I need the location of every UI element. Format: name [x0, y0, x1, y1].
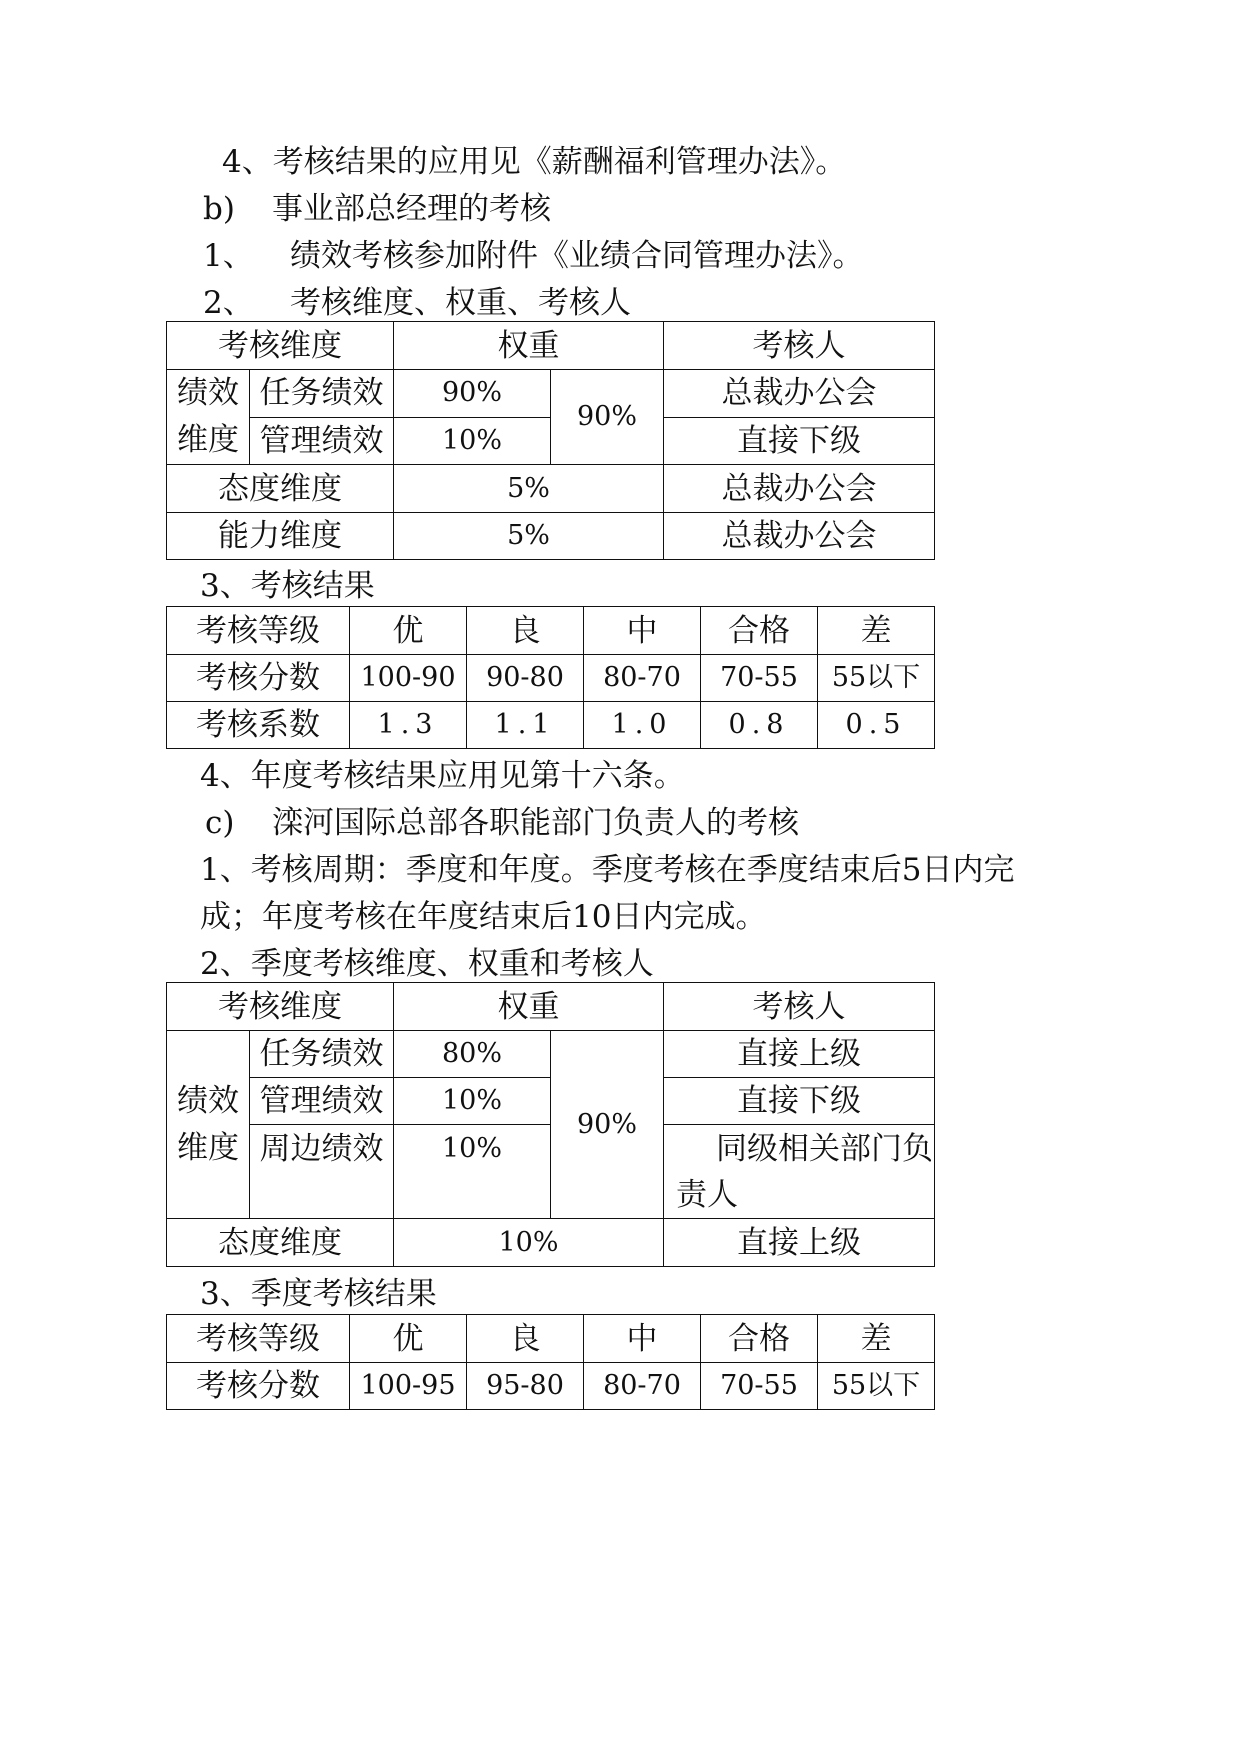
table-cell: 考核等级	[167, 1315, 350, 1363]
subsection-title: 事业部总经理的考核	[272, 191, 551, 227]
header-assessor: 考核人	[664, 983, 935, 1031]
header-assessor: 考核人	[664, 322, 935, 370]
subsection-letter: b)	[203, 191, 235, 227]
quarterly-dimension-table	[166, 982, 935, 1267]
table-cell: 1.1	[467, 702, 584, 749]
table-cell: 70-55	[701, 655, 818, 702]
assessment-result-table	[166, 606, 935, 749]
table-cell: 80-70	[584, 1363, 701, 1410]
task-performance: 任务绩效	[250, 370, 394, 418]
table-cell: 中	[584, 607, 701, 655]
quarterly-result-table	[166, 1314, 935, 1410]
text-line: 3、季度考核结果	[200, 1276, 437, 1312]
text-line: 3、考核结果	[200, 568, 375, 604]
management-weight: 10%	[394, 1078, 551, 1125]
subsection-title: 滦河国际总部各职能部门负责人的考核	[272, 805, 799, 841]
task-assessor: 总裁办公会	[664, 370, 935, 418]
management-performance: 管理绩效	[250, 1078, 394, 1125]
item-number: 2、	[203, 285, 254, 321]
table-cell: 良	[467, 607, 584, 655]
text-line: 4、年度考核结果应用见第十六条。	[200, 758, 685, 794]
table-cell: 考核分数	[167, 655, 350, 702]
table-cell: 优	[350, 1315, 467, 1363]
table-cell: 90-80	[467, 655, 584, 702]
perf-dimension-group	[167, 1031, 250, 1219]
table-cell: 中	[584, 1315, 701, 1363]
text-line: 成；年度考核在年度结束后10日内完成。	[200, 899, 767, 935]
header-dimension: 考核维度	[167, 983, 394, 1031]
header-weight: 权重	[394, 322, 664, 370]
table-cell: 80-70	[584, 655, 701, 702]
perf-total-weight: 90%	[551, 370, 664, 465]
table-cell: 1.0	[584, 702, 701, 749]
text-line: 考核维度、权重、考核人	[290, 285, 631, 321]
perf-total-weight: 90%	[551, 1031, 664, 1219]
peripheral-performance: 周边绩效	[250, 1125, 394, 1219]
task-assessor: 直接上级	[664, 1031, 935, 1078]
task-weight: 90%	[394, 370, 551, 418]
attitude-dimension: 态度维度	[167, 1219, 394, 1267]
table-cell: 良	[467, 1315, 584, 1363]
item-number: 1、	[203, 238, 254, 274]
table-cell: 合格	[701, 607, 818, 655]
management-weight: 10%	[394, 417, 551, 465]
text-line: 2、季度考核维度、权重和考核人	[200, 946, 654, 982]
attitude-weight: 5%	[394, 465, 664, 513]
ability-weight: 5%	[394, 513, 664, 560]
ability-assessor: 总裁办公会	[664, 513, 935, 560]
perf-group-label: 绩效维度	[177, 375, 239, 458]
table-cell: 55以下	[818, 655, 935, 702]
attitude-dimension: 态度维度	[167, 465, 394, 513]
table-cell: 0.8	[701, 702, 818, 749]
header-weight: 权重	[394, 983, 664, 1031]
table-cell: 70-55	[701, 1363, 818, 1410]
header-dimension: 考核维度	[167, 322, 394, 370]
table-cell: 100-95	[350, 1363, 467, 1410]
task-performance: 任务绩效	[250, 1031, 394, 1078]
table-cell: 考核系数	[167, 702, 350, 749]
attitude-weight: 10%	[394, 1219, 664, 1267]
management-assessor: 直接下级	[664, 1078, 935, 1125]
table-cell: 考核分数	[167, 1363, 350, 1410]
table-cell: 优	[350, 607, 467, 655]
text-line: 绩效考核参加附件《业绩合同管理办法》。	[290, 238, 864, 274]
table-cell: 合格	[701, 1315, 818, 1363]
subsection-letter: c)	[205, 805, 235, 841]
peripheral-assessor: 同级相关部门负责人	[664, 1125, 935, 1219]
table-cell: 100-90	[350, 655, 467, 702]
assessment-dimension-table	[166, 321, 935, 560]
text-line: 4、考核结果的应用见《薪酬福利管理办法》。	[222, 144, 847, 180]
ability-dimension: 能力维度	[167, 513, 394, 560]
table-cell: 0.5	[818, 702, 935, 749]
attitude-assessor: 直接上级	[664, 1219, 935, 1267]
peripheral-weight: 10%	[394, 1125, 551, 1219]
management-assessor: 直接下级	[664, 417, 935, 465]
table-cell: 95-80	[467, 1363, 584, 1410]
task-weight: 80%	[394, 1031, 551, 1078]
table-cell: 1.3	[350, 702, 467, 749]
perf-dimension-group	[167, 370, 250, 465]
table-cell: 考核等级	[167, 607, 350, 655]
text-line: 1、考核周期：季度和年度。季度考核在季度结束后5日内完	[200, 852, 1015, 888]
attitude-assessor: 总裁办公会	[664, 465, 935, 513]
table-cell: 差	[818, 607, 935, 655]
table-cell: 55以下	[818, 1363, 935, 1410]
management-performance: 管理绩效	[250, 417, 394, 465]
table-cell: 差	[818, 1315, 935, 1363]
perf-group-label: 绩效维度	[177, 1082, 239, 1166]
